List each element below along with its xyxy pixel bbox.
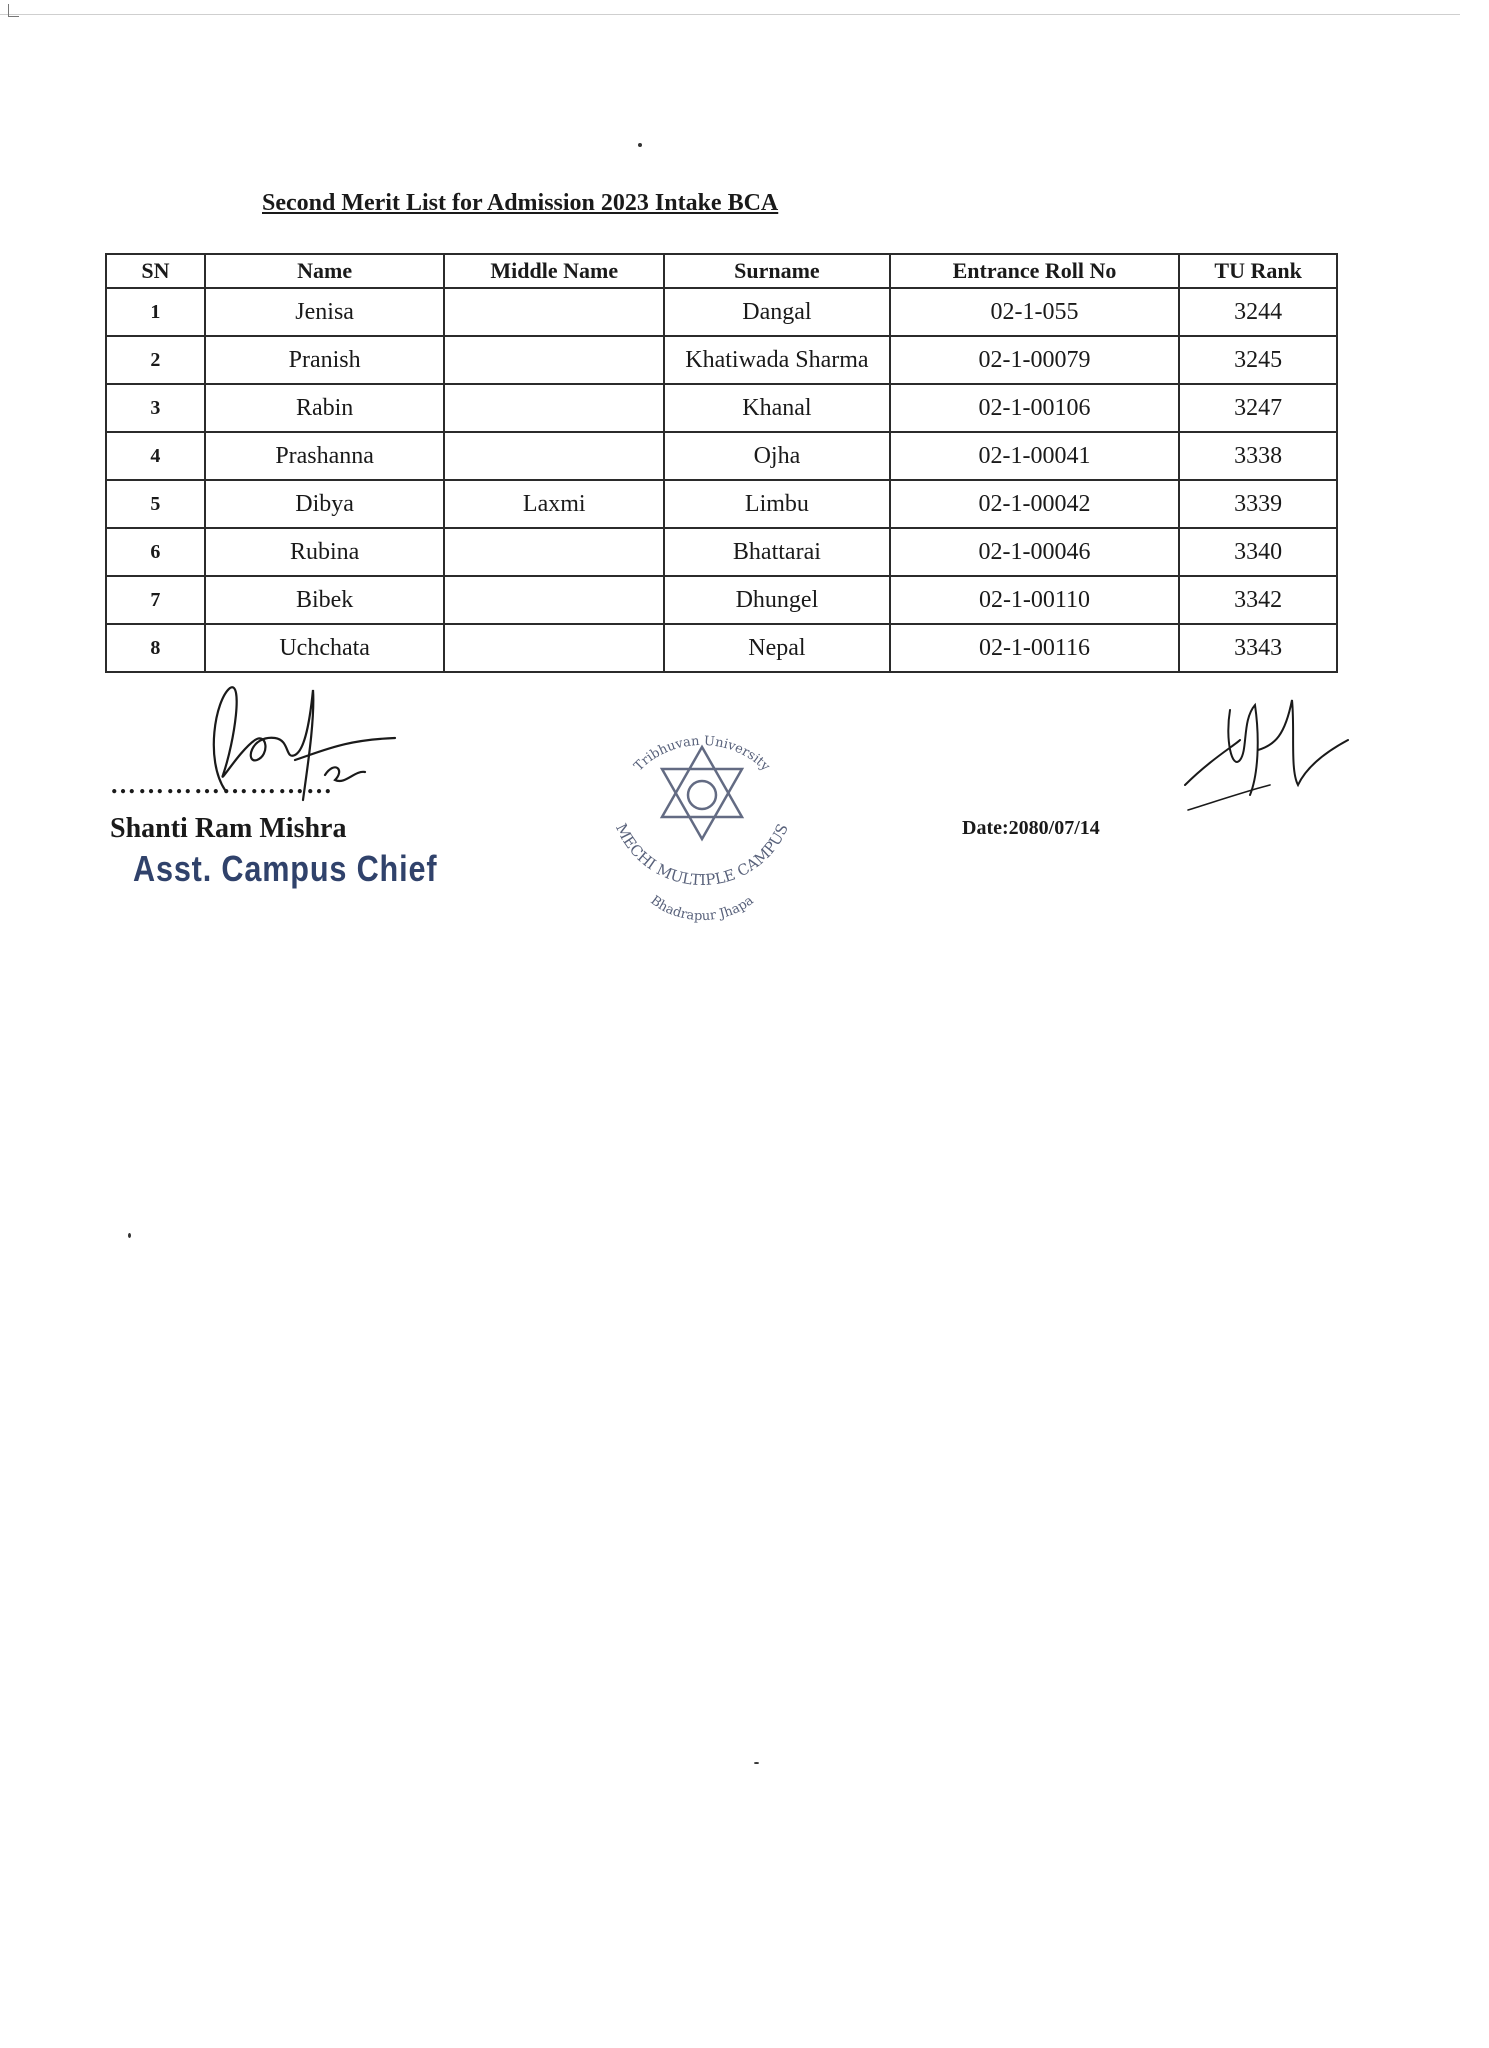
- cell-name: Uchchata: [205, 624, 445, 672]
- cell-surname: Dangal: [664, 288, 890, 336]
- signature-dotted-line: ……………………: [110, 770, 334, 799]
- stamp-middle-text: MECHI MULTIPLE CAMPUS: [611, 820, 792, 890]
- cell-surname: Ojha: [664, 432, 890, 480]
- scan-speck: [638, 143, 642, 147]
- svg-text:Bhadrapur Jhapa: [647, 893, 756, 924]
- table-row: [106, 480, 1337, 528]
- cell-name: Rabin: [205, 384, 445, 432]
- signatory-role-stamp: Asst. Campus Chief: [133, 848, 438, 889]
- cell-middle-name: Laxmi: [444, 480, 664, 528]
- scan-speck: [128, 1233, 131, 1238]
- cell-surname: Khanal: [664, 384, 890, 432]
- cell-surname: Dhungel: [664, 576, 890, 624]
- cell-middle-name: [444, 288, 664, 336]
- cell-sn: 3: [106, 384, 205, 432]
- campus-seal-stamp: [592, 735, 812, 925]
- cell-tu-rank: 3342: [1179, 576, 1337, 624]
- cell-name: Rubina: [205, 528, 445, 576]
- cell-name: Dibya: [205, 480, 445, 528]
- cell-tu-rank: 3343: [1179, 624, 1337, 672]
- cell-tu-rank: 3244: [1179, 288, 1337, 336]
- document-date: Date:2080/07/14: [962, 817, 1100, 839]
- cell-roll-no: 02-1-00116: [890, 624, 1179, 672]
- header-surname: Surname: [664, 254, 890, 288]
- stamp-top-text: Tribhuvan University: [631, 735, 773, 775]
- cell-sn: 5: [106, 480, 205, 528]
- table-row: [106, 432, 1337, 480]
- signatory-name: Shanti Ram Mishra: [110, 813, 347, 844]
- cell-surname: Limbu: [664, 480, 890, 528]
- cell-tu-rank: 3339: [1179, 480, 1337, 528]
- cell-roll-no: 02-1-00041: [890, 432, 1179, 480]
- cell-name: Prashanna: [205, 432, 445, 480]
- table-row: [106, 576, 1337, 624]
- header-roll-no: Entrance Roll No: [890, 254, 1179, 288]
- header-name: Name: [205, 254, 445, 288]
- stamp-bottom-text: Bhadrapur Jhapa: [647, 893, 757, 925]
- table-row: [106, 384, 1337, 432]
- merit-list-table: [105, 253, 1338, 673]
- cell-roll-no: 02-1-00046: [890, 528, 1179, 576]
- cell-sn: 1: [106, 288, 205, 336]
- cell-middle-name: [444, 576, 664, 624]
- cell-sn: 7: [106, 576, 205, 624]
- cell-roll-no: 02-1-00079: [890, 336, 1179, 384]
- cell-roll-no: 02-1-00042: [890, 480, 1179, 528]
- cell-middle-name: [444, 624, 664, 672]
- scan-corner-mark: [8, 4, 19, 17]
- cell-tu-rank: 3338: [1179, 432, 1337, 480]
- table-row: [106, 624, 1337, 672]
- cell-tu-rank: 3247: [1179, 384, 1337, 432]
- cell-roll-no: 02-1-00110: [890, 576, 1179, 624]
- cell-middle-name: [444, 432, 664, 480]
- cell-roll-no: 02-1-00106: [890, 384, 1179, 432]
- cell-name: Bibek: [205, 576, 445, 624]
- cell-surname: Khatiwada Sharma: [664, 336, 890, 384]
- table-header-row: [106, 254, 1337, 288]
- cell-name: Jenisa: [205, 288, 445, 336]
- svg-text:MECHI MULTIPLE CAMPUS: [612, 821, 792, 889]
- scan-edge-line: [0, 14, 1460, 15]
- cell-middle-name: [444, 384, 664, 432]
- cell-name: Pranish: [205, 336, 445, 384]
- cell-surname: Bhattarai: [664, 528, 890, 576]
- cell-surname: Nepal: [664, 624, 890, 672]
- signature-right: [1180, 690, 1350, 820]
- scan-speck: [754, 1762, 759, 1764]
- table-row: [106, 336, 1337, 384]
- table-row: [106, 288, 1337, 336]
- header-tu-rank: TU Rank: [1179, 254, 1337, 288]
- cell-tu-rank: 3340: [1179, 528, 1337, 576]
- table-row: [106, 528, 1337, 576]
- cell-sn: 4: [106, 432, 205, 480]
- document-title: Second Merit List for Admission 2023 Intake BCA: [262, 190, 779, 216]
- cell-tu-rank: 3245: [1179, 336, 1337, 384]
- header-middle-name: Middle Name: [444, 254, 664, 288]
- cell-middle-name: [444, 528, 664, 576]
- cell-sn: 8: [106, 624, 205, 672]
- cell-sn: 6: [106, 528, 205, 576]
- cell-middle-name: [444, 336, 664, 384]
- cell-roll-no: 02-1-055: [890, 288, 1179, 336]
- header-sn: SN: [106, 254, 205, 288]
- cell-sn: 2: [106, 336, 205, 384]
